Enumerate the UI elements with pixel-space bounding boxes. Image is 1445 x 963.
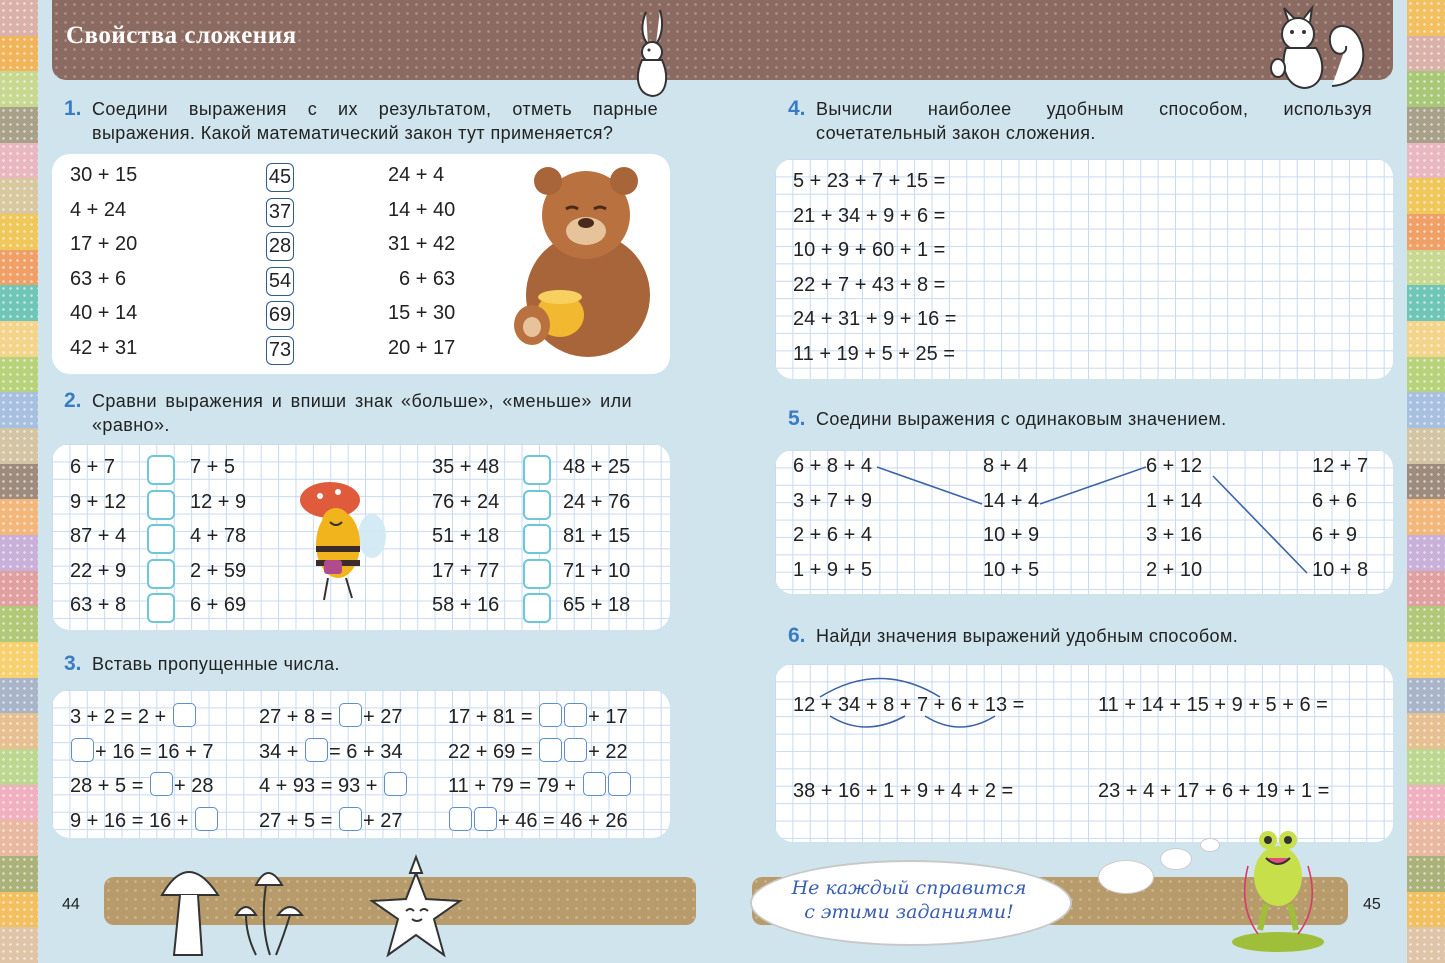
task-2-right-expression-a: 76 + 24 bbox=[432, 490, 500, 513]
task-5-expression: 1 + 9 + 5 bbox=[793, 558, 872, 581]
task-2-right-expression-b: 48 + 25 bbox=[563, 456, 631, 478]
task-2-right-expression-a: 58 + 16 bbox=[432, 594, 500, 616]
star-illustration bbox=[368, 855, 468, 963]
task-5-expression: 2 + 10 bbox=[1146, 558, 1203, 581]
mushrooms-illustration bbox=[160, 855, 310, 963]
task-1-left-expression: 30 + 15 bbox=[70, 164, 138, 186]
page-title: Свойства сложения bbox=[66, 22, 297, 49]
task-1-left-expression: 17 + 20 bbox=[70, 233, 138, 255]
task-3-equation-part: + 16 = 16 + 7 bbox=[95, 740, 214, 763]
page-number-right: 45 bbox=[1363, 896, 1381, 913]
task-6-text: Найди значения выражений удобным способом. bbox=[816, 626, 1239, 646]
task-5-expression: 14 + 4 bbox=[983, 489, 1040, 512]
task-1-result-box[interactable]: 69 bbox=[266, 301, 294, 330]
task-6-expression: 38 + 16 + 1 + 9 + 4 + 2 = bbox=[793, 780, 1014, 802]
task-2-right-expression-b: 81 + 15 bbox=[563, 525, 631, 547]
task-4-text: Вычисли наиболее удобным способом, используя сочетательный закон сложения. bbox=[816, 99, 1372, 143]
task-1-right-expression: 6 + 63 bbox=[399, 267, 456, 290]
task-4-expression: 11 + 19 + 5 + 25 = bbox=[793, 342, 955, 365]
task-5-text: Соедини выражения с одинаковым значением. bbox=[816, 409, 1227, 429]
task-2-right-expression-b: 65 + 18 bbox=[563, 594, 631, 616]
task-6-number: 6. bbox=[788, 624, 806, 647]
task-3-equation-part: + 28 bbox=[173, 775, 214, 797]
task-1-left-expression: 40 + 14 bbox=[70, 302, 138, 324]
task-3-equation-part: 11 + 79 = 79 + bbox=[448, 775, 582, 797]
task-6-expression: 23 + 4 + 17 + 6 + 19 + 1 = bbox=[1098, 780, 1330, 802]
task-4-number: 4. bbox=[788, 97, 806, 120]
task-2-left-expression-a: 6 + 7 bbox=[70, 456, 116, 478]
task-1-left-expression: 63 + 6 bbox=[70, 267, 127, 290]
task-1-number: 1. bbox=[64, 97, 82, 120]
task-3-equation-part: 3 + 2 = 2 + bbox=[70, 706, 172, 728]
task-1-right-expression: 15 + 30 bbox=[388, 302, 456, 324]
task-1-result-box[interactable]: 28 bbox=[266, 232, 294, 261]
task-5-expression: 10 + 5 bbox=[983, 558, 1040, 581]
motivational-slogan bbox=[770, 876, 1048, 924]
task-6-expression: 12 + 34 + 8 + 7 + 6 + 13 = bbox=[793, 694, 1025, 716]
task-2-right-expression-a: 51 + 18 bbox=[432, 525, 500, 547]
task-3-equation-part: 27 + 5 = bbox=[259, 809, 338, 832]
slogan-line-1: Не каждый справится bbox=[791, 877, 1027, 899]
task-2-number: 2. bbox=[64, 389, 82, 412]
task-4-expression: 21 + 34 + 9 + 6 = bbox=[793, 204, 946, 227]
task-2-left-expression-a: 87 + 4 bbox=[70, 525, 127, 547]
task-3-text: Вставь пропущенные числа. bbox=[92, 654, 340, 674]
task-2-left-expression-b: 6 + 69 bbox=[190, 594, 247, 616]
task-4-expression: 24 + 31 + 9 + 16 = bbox=[793, 308, 957, 330]
task-3-equation-part: 27 + 8 = bbox=[259, 706, 338, 728]
task-5-expression: 1 + 14 bbox=[1146, 489, 1203, 512]
task-3-equation-part: 28 + 5 = bbox=[70, 775, 149, 797]
task-2-right-expression-b: 24 + 76 bbox=[563, 490, 631, 513]
task-3-equation-part: 34 + bbox=[259, 740, 305, 763]
task-1-right-expression: 24 + 4 bbox=[388, 164, 445, 186]
task-5-expression: 3 + 7 + 9 bbox=[793, 489, 872, 512]
task-3-equation-part: 9 + 16 = 16 + bbox=[70, 809, 194, 832]
task-6-expression: 11 + 14 + 15 + 9 + 5 + 6 = bbox=[1098, 694, 1328, 716]
task-2-left-expression-b: 7 + 5 bbox=[190, 456, 236, 478]
task-1-result-box[interactable]: 37 bbox=[266, 198, 294, 227]
task-4-expression: 22 + 7 + 43 + 8 = bbox=[793, 273, 946, 296]
task-1-right-expression: 31 + 42 bbox=[388, 233, 456, 255]
task-1-text: Соедини выражения с их результатом, отметь парные выражения. Какой математический закон тут применяется? bbox=[92, 99, 658, 143]
task-2-right-expression-a: 35 + 48 bbox=[432, 456, 500, 478]
task-2-left-expression-a: 9 + 12 bbox=[70, 490, 127, 513]
task-5-expression: 12 + 7 bbox=[1312, 455, 1369, 477]
task-2-left-expression-b: 2 + 59 bbox=[190, 559, 247, 582]
frog-illustration bbox=[1228, 826, 1328, 954]
task-2-left-expression-a: 63 + 8 bbox=[70, 594, 127, 616]
task-1-right-expression: 20 + 17 bbox=[388, 336, 456, 359]
task-1-left-expression: 4 + 24 bbox=[70, 198, 127, 221]
slogan-line-2: с этими заданиями! bbox=[804, 901, 1014, 923]
task-5-expression: 8 + 4 bbox=[983, 455, 1029, 477]
task-4-expression: 10 + 9 + 60 + 1 = bbox=[793, 239, 946, 261]
task-5-expression: 10 + 8 bbox=[1312, 558, 1369, 581]
task-2-text: Сравни выражения и впиши знак «больше», «меньше» или «равно». bbox=[92, 391, 632, 435]
thought-bubble-dot-medium bbox=[1160, 848, 1192, 870]
task-3-equation-part: + 17 bbox=[588, 706, 628, 728]
task-3-equation-part: + 22 bbox=[588, 740, 628, 763]
task-5-expression: 2 + 6 + 4 bbox=[793, 524, 872, 546]
task-5-expression: 6 + 8 + 4 bbox=[793, 455, 872, 477]
task-1-result-box[interactable]: 73 bbox=[266, 336, 294, 365]
task-2-right-expression-b: 71 + 10 bbox=[563, 559, 631, 582]
thought-bubble-dot-small bbox=[1200, 838, 1220, 852]
task-3-equation-part: 22 + 69 = bbox=[448, 740, 539, 763]
task-5-expression: 6 + 12 bbox=[1146, 455, 1203, 477]
task-5-expression: 6 + 9 bbox=[1312, 524, 1358, 546]
task-1-right-expression: 14 + 40 bbox=[388, 198, 456, 221]
task-3-equation-part: = 6 + 34 bbox=[329, 740, 403, 763]
task-1-result-box[interactable]: 45 bbox=[266, 163, 294, 192]
task-2-right-expression-a: 17 + 77 bbox=[432, 559, 500, 582]
task-3-equation-part: + 46 = 46 + 26 bbox=[498, 809, 628, 832]
task-3-equation-part: + 27 bbox=[362, 809, 403, 832]
task-2-left-expression-b: 4 + 78 bbox=[190, 525, 247, 547]
task-3-equation-part: 4 + 93 = 93 + bbox=[259, 775, 383, 797]
task-2-left-expression-a: 22 + 9 bbox=[70, 559, 127, 582]
task-5-expression: 3 + 16 bbox=[1146, 524, 1203, 546]
task-3-number: 3. bbox=[64, 652, 82, 675]
task-2-left-expression-b: 12 + 9 bbox=[190, 490, 247, 513]
task-1-left-expression: 42 + 31 bbox=[70, 336, 138, 359]
task-3-equation-part: + 27 bbox=[362, 706, 403, 728]
task-5-expression: 6 + 6 bbox=[1312, 489, 1358, 512]
thought-bubble-dot-large bbox=[1098, 860, 1154, 894]
task-4-expression: 5 + 23 + 7 + 15 = bbox=[793, 170, 946, 192]
task-5-number: 5. bbox=[788, 407, 806, 430]
task-1-result-box[interactable]: 54 bbox=[266, 267, 294, 296]
page-number-left: 44 bbox=[62, 896, 80, 913]
task-3-equation-part: 17 + 81 = bbox=[448, 706, 539, 728]
task-5-expression: 10 + 9 bbox=[983, 524, 1040, 546]
